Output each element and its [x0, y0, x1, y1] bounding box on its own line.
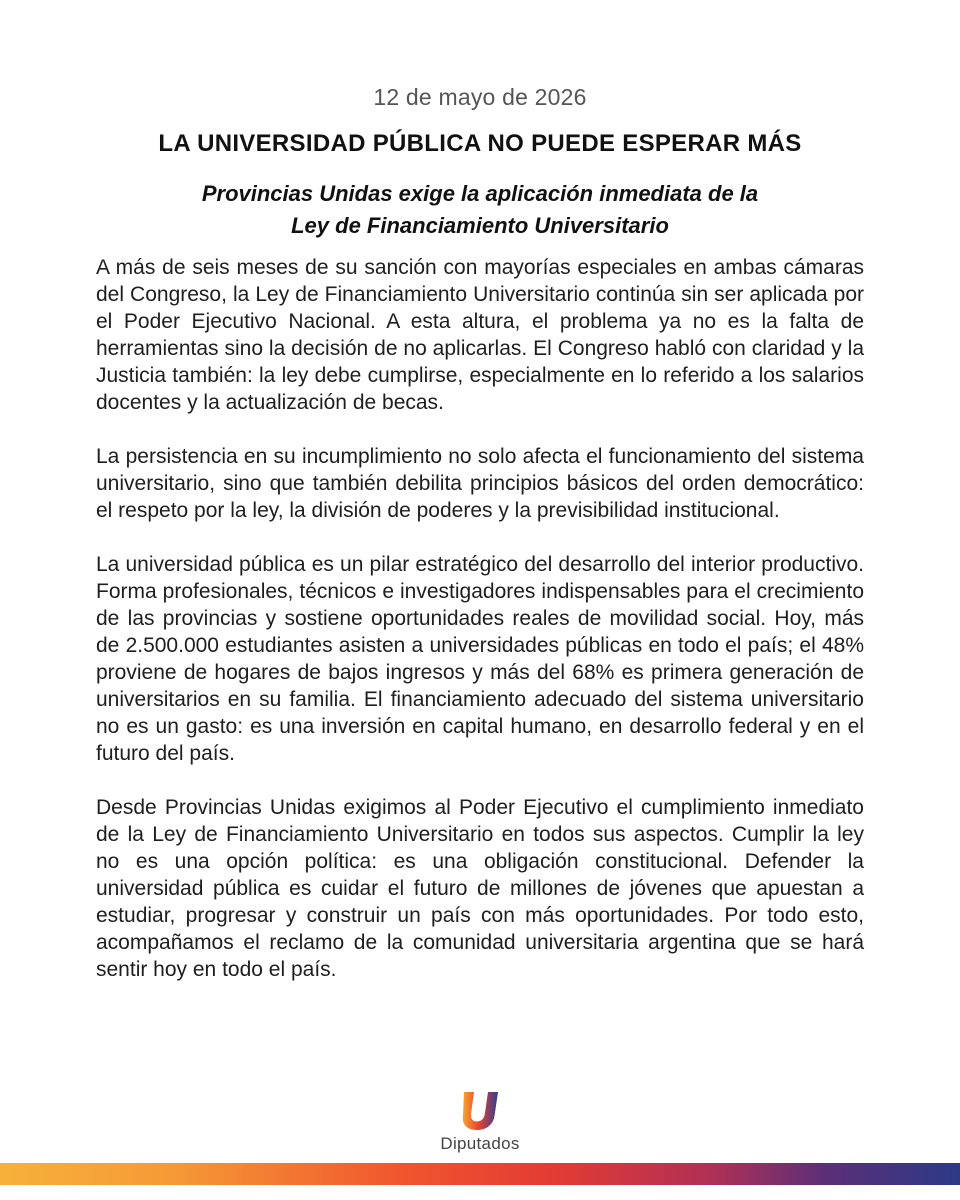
subheadline-line-2: Ley de Financiamiento Universitario [291, 213, 669, 238]
color-gradient-bar [0, 1163, 960, 1185]
footer-logo [0, 1090, 960, 1154]
release-date: 12 de mayo de 2026 [373, 84, 587, 110]
paragraph-3: La universidad pública es un pilar estratégico del desarrollo del interior productivo. Forma profesionales, técnicos e investigadores indispensables para el crecimiento de las provincias y sostiene oportunidades reales de movilidad social. Hoy, más de 2.500.000 estudiantes asisten a universidades públicas en todo el país; el 48% proviene de hogares de bajos ingresos y más del 68% es primera generación de universitarios en su familia. El financiamiento adecuado del sistema universitario no es un gasto: es una inversión en capital humano, en desarrollo federal y en el futuro del país. [96, 553, 864, 765]
subheadline-line-1: Provincias Unidas exige la aplicación inmediata de la [201, 181, 759, 206]
provincias-unidas-u-logo-icon [458, 1090, 502, 1132]
logo-label: Diputados [440, 1134, 520, 1153]
paragraph-4: Desde Provincias Unidas exigimos al Poder Ejecutivo el cumplimiento inmediato de la Ley de Financiamiento Universitario en todos sus aspectos. Cumplir la ley no es una opción política: es una obligación constitucional. Defender la universidad pública es cuidar el futuro de millones de jóvenes que apuestan a estudiar, progresar y construir un país con más oportunidades. Por todo esto, acompañamos el reclamo de la comunidad universitaria argentina que se hará sentir hoy en todo el país. [96, 796, 864, 981]
subheadline [100, 178, 860, 242]
headline: LA UNIVERSIDAD PÚBLICA NO PUEDE ESPERAR MÁS [158, 130, 802, 157]
body-text [96, 254, 864, 1010]
bottom-margin [0, 1185, 960, 1200]
paragraph-2: La persistencia en su incumplimiento no solo afecta el funcionamiento del sistema universitario, sino que también debilita principios básicos del orden democrático: el respeto por la ley, la división de poderes y la previsibilidad institucional. [96, 445, 864, 522]
paragraph-1: A más de seis meses de su sanción con mayorías especiales en ambas cámaras del Congreso, la Ley de Financiamiento Universitario continúa sin ser aplicada por el Poder Ejecutivo Nacional. A esta altura, el problema ya no es la falta de herramientas sino la decisión de no aplicarlas. El Congreso habló con claridad y la Justicia también: la ley debe cumplirse, especialmente en lo referido a los salarios docentes y la actualización de becas. [96, 256, 864, 414]
